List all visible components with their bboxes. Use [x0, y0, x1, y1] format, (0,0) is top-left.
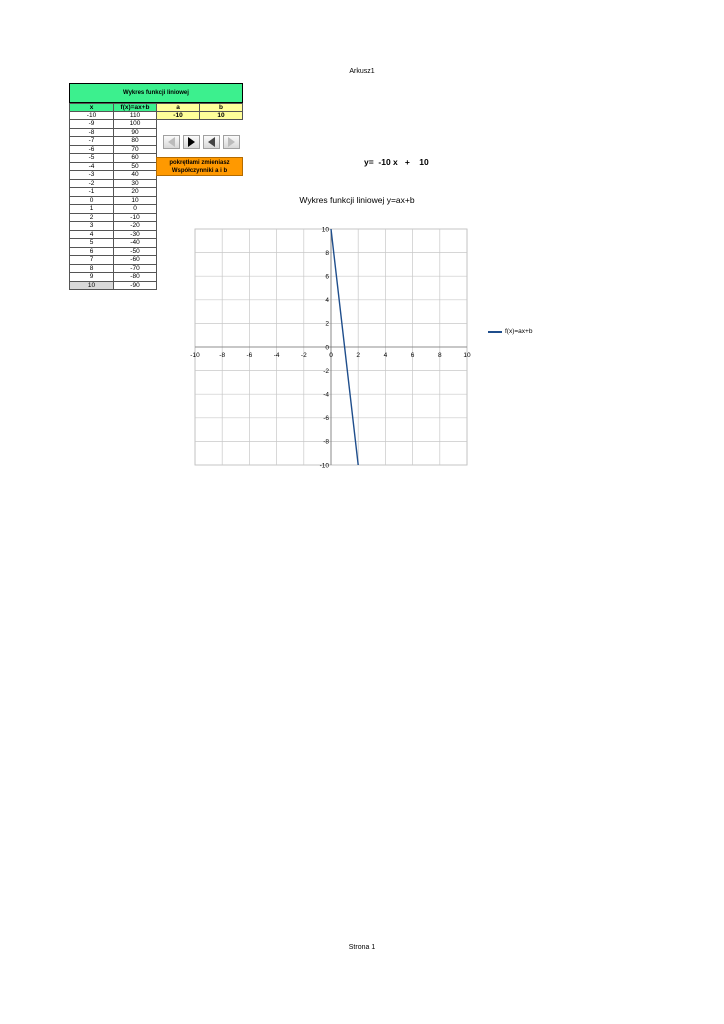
sheet-name: Arkusz1 — [349, 68, 375, 75]
x-cell: 0 — [69, 197, 114, 206]
table-row — [69, 231, 157, 240]
x-tick-label: 8 — [437, 352, 442, 359]
y-tick-label: -10 — [319, 462, 329, 470]
fx-cell: -90 — [114, 282, 157, 291]
x-tick-label: -2 — [300, 352, 307, 359]
table-row — [69, 146, 157, 155]
fx-cell: 70 — [114, 146, 157, 155]
x-tick-label: -10 — [190, 352, 200, 359]
chart-legend — [488, 328, 532, 335]
x-cell: 2 — [69, 214, 114, 223]
page-footer: Strona 1 — [348, 944, 376, 951]
b-value-cell[interactable]: 10 — [200, 112, 243, 121]
a-value-cell[interactable]: -10 — [157, 112, 200, 121]
table-row — [69, 273, 157, 282]
spinner-controls — [163, 135, 240, 149]
fx-cell: 80 — [114, 137, 157, 146]
table-row — [69, 120, 157, 129]
b-increase-button[interactable] — [223, 135, 240, 149]
fx-cell: -50 — [114, 248, 157, 257]
x-cell: 10 — [69, 282, 114, 291]
table-title: Wykres funkcji liniowej — [69, 83, 243, 103]
table-row — [69, 163, 157, 172]
spinner-hint — [156, 157, 243, 176]
a-increase-button[interactable] — [183, 135, 200, 149]
x-cell: -7 — [69, 137, 114, 146]
x-tick-label: 4 — [383, 352, 388, 359]
fx-cell: -20 — [114, 222, 157, 231]
fx-cell: 60 — [114, 154, 157, 163]
table-row — [69, 154, 157, 163]
x-cell: 9 — [69, 273, 114, 282]
table-row — [69, 197, 157, 206]
table-header-row — [69, 103, 243, 112]
y-tick-label: 6 — [325, 273, 329, 281]
x-cell: -5 — [69, 154, 114, 163]
chart-title: Wykres funkcji liniowej y=ax+b — [299, 195, 415, 205]
y-tick-label: -8 — [323, 438, 329, 446]
x-cell: 6 — [69, 248, 114, 257]
x-cell: -10 — [69, 112, 114, 121]
table-row — [69, 137, 157, 146]
hint-line-2: Współczynniki a i b — [171, 168, 228, 174]
table-row — [69, 256, 157, 265]
fx-cell: 20 — [114, 188, 157, 197]
col-fx-header: f(x)=ax+b — [114, 103, 157, 112]
y-tick-label: 4 — [325, 297, 329, 305]
x-cell: -3 — [69, 171, 114, 180]
table-row — [69, 248, 157, 257]
fx-cell: -70 — [114, 265, 157, 274]
table-row — [69, 239, 157, 248]
x-cell: -4 — [69, 163, 114, 172]
left-arrow-icon — [208, 137, 215, 147]
col-a-header: a — [157, 103, 200, 112]
x-tick-label: -8 — [219, 352, 226, 359]
x-cell: 1 — [69, 205, 114, 214]
right-arrow-icon — [228, 137, 235, 147]
left-arrow-icon — [168, 137, 175, 147]
y-tick-label: 8 — [325, 249, 329, 257]
x-cell: 4 — [69, 231, 114, 240]
y-tick-label: 2 — [325, 320, 329, 328]
y-tick-label: 0 — [325, 344, 329, 352]
x-cell: 7 — [69, 256, 114, 265]
y-tick-label: -4 — [323, 391, 329, 399]
y-tick-label: -6 — [323, 415, 329, 423]
x-tick-label: -4 — [273, 352, 280, 359]
y-tick-label: -2 — [323, 367, 329, 375]
fx-cell: 50 — [114, 163, 157, 172]
x-cell: 5 — [69, 239, 114, 248]
table-row — [69, 205, 157, 214]
fx-cell: 30 — [114, 180, 157, 189]
fx-cell: 110 — [114, 112, 157, 121]
table-row — [69, 171, 157, 180]
table-row — [69, 214, 157, 223]
fx-cell: 100 — [114, 120, 157, 129]
table-row — [69, 188, 157, 197]
fx-cell: -30 — [114, 231, 157, 240]
fx-cell: -60 — [114, 256, 157, 265]
equation-label: y= -10 x + 10 — [364, 157, 429, 167]
x-cell: -1 — [69, 188, 114, 197]
x-tick-label: 2 — [356, 352, 361, 359]
table-row — [69, 112, 243, 121]
table-row — [69, 180, 157, 189]
table-row — [69, 282, 157, 291]
x-cell: -6 — [69, 146, 114, 155]
hint-line-1: pokrętłami zmieniasz — [169, 160, 230, 166]
fx-cell: 40 — [114, 171, 157, 180]
table-row — [69, 222, 157, 231]
x-cell: -8 — [69, 129, 114, 138]
x-tick-label: 10 — [463, 352, 471, 359]
fx-cell: -80 — [114, 273, 157, 282]
fx-cell: 90 — [114, 129, 157, 138]
fx-cell: 0 — [114, 205, 157, 214]
col-x-header: x — [69, 103, 114, 112]
table-row — [69, 129, 157, 138]
fx-cell: -10 — [114, 214, 157, 223]
table-row — [69, 265, 157, 274]
x-cell: 8 — [69, 265, 114, 274]
x-cell: -9 — [69, 120, 114, 129]
y-tick-label: 10 — [321, 226, 329, 234]
x-tick-label: 0 — [329, 352, 333, 359]
col-b-header: b — [200, 103, 243, 112]
b-decrease-button[interactable] — [203, 135, 220, 149]
a-decrease-button[interactable] — [163, 135, 180, 149]
legend-label: f(x)=ax+b — [505, 328, 533, 335]
legend-swatch — [488, 331, 502, 333]
x-cell: 3 — [69, 222, 114, 231]
line-chart — [185, 222, 485, 472]
fx-cell: 10 — [114, 197, 157, 206]
right-arrow-icon — [188, 137, 195, 147]
x-tick-label: 6 — [410, 352, 415, 359]
x-cell: -2 — [69, 180, 114, 189]
x-tick-label: -6 — [246, 352, 253, 359]
fx-cell: -40 — [114, 239, 157, 248]
